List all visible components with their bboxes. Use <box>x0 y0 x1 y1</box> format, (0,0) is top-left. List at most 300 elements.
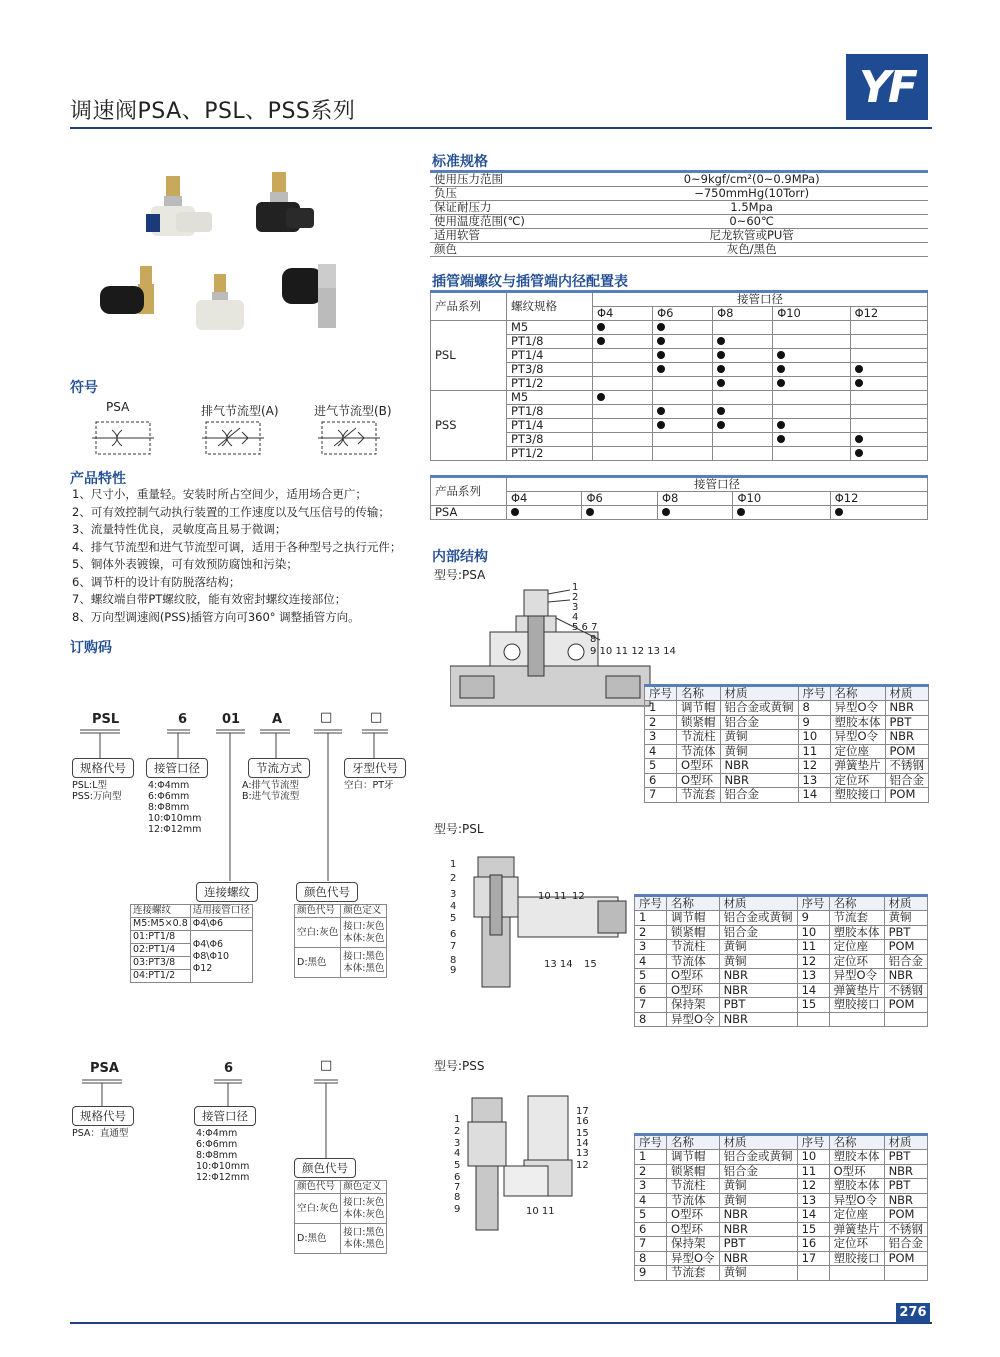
config-cell <box>653 433 713 447</box>
parts-cell: PBT <box>884 1150 928 1165</box>
parts-cell: 5 <box>635 1208 667 1223</box>
label-conn: 连接螺纹 <box>196 882 258 902</box>
parts-cell: POM <box>884 1208 928 1223</box>
config-head: 接管口径 <box>593 292 928 307</box>
parts-cell: 2 <box>635 1164 667 1179</box>
parts-cell: 定位环 <box>830 773 885 788</box>
parts-cell: 塑胶本体 <box>830 715 885 730</box>
feature-item: 1、尺寸小，重量轻。安装时所占空间少，适用场合更广； <box>72 487 367 501</box>
svg-text:1: 1 <box>454 1114 461 1125</box>
parts-cell: 节流体 <box>667 954 720 969</box>
config-cell <box>773 433 850 447</box>
parts-cell: NBR <box>719 1012 797 1027</box>
config-cell <box>713 433 773 447</box>
parts-cell: 调节帽 <box>677 701 721 716</box>
parts-cell: 不锈钢 <box>884 1222 928 1237</box>
config-cell <box>713 405 773 419</box>
parts-header: 材质 <box>719 1135 797 1150</box>
available-dot-icon <box>717 421 725 429</box>
config-cell <box>582 506 657 520</box>
config-table-psa <box>430 475 928 520</box>
config-cell <box>653 391 713 405</box>
config-cell <box>773 349 850 363</box>
available-dot-icon <box>597 337 605 345</box>
parts-cell: 锁紧帽 <box>677 715 721 730</box>
conn-cell: Φ4\Φ6 <box>190 918 252 931</box>
parts-cell: 11 <box>798 744 830 759</box>
parts-cell: 4 <box>635 1193 667 1208</box>
config-cell <box>713 391 773 405</box>
available-dot-icon <box>657 365 665 373</box>
config-cell <box>653 419 713 433</box>
spec-key: 颜色 <box>430 243 575 257</box>
svg-text:5: 5 <box>450 913 457 924</box>
parts-cell: 黄铜 <box>720 730 798 745</box>
code-thread-type: □ <box>370 710 383 725</box>
parts-cell: 1 <box>635 1150 667 1165</box>
parts-cell: 塑胶本体 <box>829 1179 884 1194</box>
config-series-psa: PSA <box>431 506 507 520</box>
parts-cell: 异型O令 <box>667 1012 720 1027</box>
psa-port-line: 6:Φ6mm <box>196 1139 238 1150</box>
parts-cell: 4 <box>635 954 667 969</box>
parts-cell: 2 <box>645 715 677 730</box>
psa-port-line: 10:Φ10mm <box>196 1161 250 1172</box>
parts-row <box>645 759 929 774</box>
footer-rule <box>70 1322 932 1324</box>
throttle-desc <box>242 780 299 802</box>
parts-cell: 11 <box>797 1164 829 1179</box>
config-thread: PT1/2 <box>507 377 593 391</box>
spec-value: 灰色/黑色 <box>575 243 928 257</box>
pss-model-label: 型号:PSS <box>434 1059 485 1073</box>
parts-cell: POM <box>885 744 929 759</box>
config-cell <box>593 377 653 391</box>
available-dot-icon <box>717 379 725 387</box>
feature-item: 5、铜体外表镀镍，可有效预防腐蚀和污染； <box>72 557 298 571</box>
config-cell <box>593 363 653 377</box>
available-dot-icon <box>777 379 785 387</box>
parts-cell: 10 <box>797 1150 829 1165</box>
parts-cell: 3 <box>635 940 667 955</box>
parts-cell: 黄铜 <box>719 954 797 969</box>
config-cell <box>850 321 927 335</box>
config-cell <box>713 377 773 391</box>
config-thread: PT1/4 <box>507 419 593 433</box>
svg-text:14: 14 <box>576 1138 589 1149</box>
svg-text:8: 8 <box>454 1192 461 1203</box>
parts-header: 名称 <box>667 1135 720 1150</box>
parts-row <box>635 1222 928 1237</box>
parts-cell: 铝合金 <box>719 1164 797 1179</box>
config-series-pss: PSS <box>431 391 507 461</box>
available-dot-icon <box>855 365 863 373</box>
parts-row <box>635 954 928 969</box>
parts-cell: 1 <box>635 911 667 926</box>
parts-cell: PBT <box>885 715 929 730</box>
parts-row <box>635 1164 928 1179</box>
svg-text:4: 4 <box>572 612 579 623</box>
parts-row <box>635 1179 928 1194</box>
config-cell <box>657 506 732 520</box>
svg-text:1: 1 <box>450 859 457 870</box>
svg-text:4: 4 <box>454 1148 461 1159</box>
parts-cell: 节流体 <box>667 1193 720 1208</box>
parts-header: 名称 <box>829 1135 884 1150</box>
svg-text:1: 1 <box>572 582 579 593</box>
color-cell: D:黑色 <box>295 1224 341 1254</box>
parts-cell: 3 <box>645 730 677 745</box>
spec-key: 负压 <box>430 187 575 201</box>
parts-cell: 8 <box>635 1251 667 1266</box>
psa-port-line: 12:Φ12mm <box>196 1172 250 1183</box>
config-cell <box>593 321 653 335</box>
features-heading: 产品特性 <box>70 471 126 487</box>
config-port-head: Φ12 <box>850 307 927 321</box>
parts-cell: 塑胶本体 <box>829 1150 884 1165</box>
config-cell <box>653 321 713 335</box>
parts-cell: 7 <box>635 1237 667 1252</box>
config-port-head: Φ8 <box>657 492 732 506</box>
conn-cell: M5:M5×0.8 <box>131 918 191 931</box>
conn-head: 适用接管口径 <box>190 905 252 918</box>
available-dot-icon <box>657 323 665 331</box>
parts-cell: 锁紧帽 <box>667 925 720 940</box>
config-cell <box>713 349 773 363</box>
config-thread: M5 <box>507 391 593 405</box>
config-thread: PT1/8 <box>507 335 593 349</box>
parts-cell: 异型O令 <box>829 1193 884 1208</box>
feature-item: 8、万向型调速阀(PSS)插管方向可360° 调整插管方向。 <box>72 609 360 624</box>
svg-text:2: 2 <box>454 1126 461 1137</box>
parts-cell: 6 <box>645 773 677 788</box>
parts-header: 材质 <box>719 896 797 911</box>
parts-cell: O型环 <box>667 1222 720 1237</box>
parts-cell <box>829 1266 884 1281</box>
throttle-desc-line: A:排气节流型 <box>242 780 300 791</box>
parts-cell <box>884 1012 928 1027</box>
svg-text:10 11: 10 11 <box>526 1206 555 1217</box>
parts-cell: 13 <box>797 969 829 984</box>
parts-cell: 调节帽 <box>667 911 720 926</box>
parts-cell: NBR <box>719 969 797 984</box>
parts-header: 名称 <box>667 896 720 911</box>
parts-cell: NBR <box>884 1164 928 1179</box>
parts-cell: 黄铜 <box>719 1179 797 1194</box>
parts-cell: 铝合金 <box>720 715 798 730</box>
parts-cell: 保持架 <box>667 998 720 1013</box>
available-dot-icon <box>835 508 843 516</box>
parts-cell: 调节帽 <box>667 1150 720 1165</box>
parts-cell: 黄铜 <box>719 1266 797 1281</box>
feature-item: 3、流量特性优良，灵敏度高且易于微调； <box>72 522 287 536</box>
parts-header: 材质 <box>884 1135 928 1150</box>
config-thread: M5 <box>507 321 593 335</box>
available-dot-icon <box>662 508 670 516</box>
config-thread: PT1/8 <box>507 405 593 419</box>
parts-cell: NBR <box>885 730 929 745</box>
parts-table-pss <box>634 1133 928 1281</box>
parts-cell: 塑胶接口 <box>829 1251 884 1266</box>
parts-cell: 不锈钢 <box>885 759 929 774</box>
parts-cell: 15 <box>797 998 829 1013</box>
parts-cell: PBT <box>884 925 928 940</box>
svg-text:15: 15 <box>584 959 597 970</box>
available-dot-icon <box>717 337 725 345</box>
symbol-heading: 符号 <box>70 380 98 396</box>
available-dot-icon <box>657 337 665 345</box>
parts-header: 名称 <box>830 686 885 701</box>
config-cell <box>773 405 850 419</box>
config-cell <box>830 506 927 520</box>
parts-cell: O型环 <box>667 983 720 998</box>
product-photos <box>96 168 346 348</box>
parts-table-psl <box>634 894 928 1027</box>
svg-text:10 11: 10 11 <box>538 891 567 902</box>
svg-text:7: 7 <box>450 941 457 952</box>
svg-text:3: 3 <box>572 602 579 613</box>
available-dot-icon <box>777 421 785 429</box>
available-dot-icon <box>855 435 863 443</box>
parts-cell: NBR <box>885 701 929 716</box>
config-cell <box>653 447 713 461</box>
available-dot-icon <box>597 393 605 401</box>
config-cell <box>850 433 927 447</box>
parts-cell: 铝合金 <box>720 788 798 803</box>
parts-cell: POM <box>885 788 929 803</box>
code-series: PSL <box>92 712 120 727</box>
config-cell <box>713 363 773 377</box>
config-cell <box>773 363 850 377</box>
parts-row <box>635 1012 928 1027</box>
color-head: 颜色定义 <box>341 905 387 918</box>
port-desc-line: 6:Φ6mm <box>148 791 190 802</box>
throttle-desc-line: B:进气节流型 <box>242 791 300 802</box>
conn-port-line: Φ12 <box>192 962 213 974</box>
parts-cell: 铝合金 <box>884 954 928 969</box>
feature-item: 2、可有效控制气动执行装置的工作速度以及气压信号的传输； <box>72 504 390 519</box>
symbol-exhaust-label: 排气节流型(A) <box>201 404 279 418</box>
parts-cell: 10 <box>797 925 829 940</box>
parts-header-row <box>645 686 929 701</box>
parts-table-psa <box>644 684 929 803</box>
available-dot-icon <box>586 508 594 516</box>
psa-label-spec: 规格代号 <box>72 1106 134 1126</box>
parts-cell <box>797 1012 829 1027</box>
svg-text:13 14: 13 14 <box>544 959 573 970</box>
parts-cell: 3 <box>635 1179 667 1194</box>
label-color: 颜色代号 <box>296 882 358 902</box>
svg-text:3: 3 <box>454 1138 461 1149</box>
label-throttle: 节流方式 <box>248 758 310 778</box>
available-dot-icon <box>597 323 605 331</box>
parts-cell: O型环 <box>829 1164 884 1179</box>
config-cell <box>773 321 850 335</box>
feature-item: 6、调节杆的设计有防脱落结构； <box>72 574 241 589</box>
parts-cell: POM <box>884 1251 928 1266</box>
color-cell: 接口:黑色 本体:黑色 <box>341 948 387 978</box>
parts-cell: 8 <box>635 1012 667 1027</box>
svg-text:9: 9 <box>450 965 457 976</box>
color-head: 颜色代号 <box>295 1181 341 1194</box>
parts-cell: 塑胶接口 <box>829 998 884 1013</box>
parts-header: 序号 <box>635 1135 667 1150</box>
available-dot-icon <box>717 351 725 359</box>
parts-cell: NBR <box>719 1208 797 1223</box>
psa-port-line: 8:Φ8mm <box>196 1150 238 1161</box>
available-dot-icon <box>511 508 519 516</box>
spec-key: 保证耐压力 <box>430 201 575 215</box>
svg-text:5 6 7: 5 6 7 <box>572 622 598 633</box>
config-cell <box>713 447 773 461</box>
parts-row <box>635 998 928 1013</box>
parts-cell: 弹簧垫片 <box>829 1222 884 1237</box>
config-cell <box>773 391 850 405</box>
parts-cell: 节流体 <box>677 744 721 759</box>
config-cell <box>593 433 653 447</box>
parts-cell: 6 <box>635 983 667 998</box>
svg-text:2: 2 <box>572 592 579 603</box>
port-desc-line: 4:Φ4mm <box>148 780 190 791</box>
parts-cell: O型环 <box>677 773 721 788</box>
parts-cell: PBT <box>719 1237 797 1252</box>
brand-logo: YF <box>846 54 928 120</box>
parts-cell: POM <box>884 998 928 1013</box>
color-cell: 接口:黑色 本体:黑色 <box>341 1224 387 1254</box>
parts-cell: 9 <box>797 911 829 926</box>
parts-cell: O型环 <box>667 1208 720 1223</box>
config-table-psl-pss <box>430 290 928 461</box>
label-port: 接管口径 <box>146 758 208 778</box>
config-cell <box>850 391 927 405</box>
label-thread-type: 牙型代号 <box>344 758 406 778</box>
config-row <box>431 321 928 335</box>
parts-cell: 保持架 <box>667 1237 720 1252</box>
config-head: 接管口径 <box>507 477 928 492</box>
available-dot-icon <box>855 449 863 457</box>
parts-row <box>635 1208 928 1223</box>
product-photo-illustration <box>96 168 346 348</box>
config-cell <box>850 363 927 377</box>
config-head: 螺纹规格 <box>507 292 593 321</box>
available-dot-icon <box>657 351 665 359</box>
available-dot-icon <box>657 421 665 429</box>
available-dot-icon <box>777 365 785 373</box>
conn-cell: 01:PT1/8 <box>131 931 191 944</box>
config-row <box>431 391 928 405</box>
parts-cell <box>884 1266 928 1281</box>
config-cell <box>593 447 653 461</box>
available-dot-icon <box>777 435 785 443</box>
code-throttle: A <box>272 712 283 727</box>
conn-cell: 02:PT1/4 <box>131 944 191 957</box>
parts-cell: 定位座 <box>830 744 885 759</box>
parts-cell: 节流套 <box>667 1266 720 1281</box>
parts-cell <box>829 1012 884 1027</box>
config-cell <box>653 363 713 377</box>
parts-cell: 弹簧垫片 <box>830 759 885 774</box>
psa-color-table <box>294 1180 387 1254</box>
parts-cell: NBR <box>720 759 798 774</box>
config-cell <box>773 335 850 349</box>
parts-cell: 7 <box>645 788 677 803</box>
available-dot-icon <box>657 407 665 415</box>
parts-cell: 4 <box>645 744 677 759</box>
svg-text:4: 4 <box>450 901 457 912</box>
conn-cell: 04:PT1/2 <box>131 970 191 983</box>
parts-cell: POM <box>884 940 928 955</box>
spec-key: 使用压力范围 <box>430 172 575 187</box>
parts-row <box>645 730 929 745</box>
config-port-head: Φ10 <box>733 492 830 506</box>
psa-port-line: 4:Φ4mm <box>196 1128 238 1139</box>
parts-cell: 异型O令 <box>829 969 884 984</box>
parts-cell: 黄铜 <box>719 940 797 955</box>
feature-item: 7、螺纹端自带PT螺纹胶，能有效密封螺纹连接部位； <box>72 592 347 606</box>
page-title: 调速阀PSA、PSL、PSS系列 <box>70 99 356 124</box>
svg-text:8: 8 <box>450 955 457 966</box>
config-cell <box>773 419 850 433</box>
symbol-intake-label: 进气节流型(B) <box>314 404 392 418</box>
color-code-table <box>294 904 387 978</box>
symbol-diagrams <box>92 418 392 458</box>
spec-value: 1.5Mpa <box>575 201 928 215</box>
parts-row <box>635 1237 928 1252</box>
color-head: 颜色定义 <box>341 1181 387 1194</box>
spec-desc <box>72 780 122 802</box>
svg-text:7: 7 <box>454 1182 461 1193</box>
config-cell <box>850 335 927 349</box>
parts-row <box>635 1193 928 1208</box>
parts-cell: 14 <box>798 788 830 803</box>
color-cell: D:黑色 <box>295 948 341 978</box>
port-desc-line: 12:Φ12mm <box>148 824 202 835</box>
conn-thread-table <box>130 904 253 983</box>
parts-cell: 异型O令 <box>667 1251 720 1266</box>
config-cell <box>713 321 773 335</box>
parts-cell: 黄铜 <box>720 744 798 759</box>
parts-cell: 铝合金或黄铜 <box>719 911 797 926</box>
config-thread: PT3/8 <box>507 363 593 377</box>
config-port-head: Φ4 <box>507 492 582 506</box>
available-dot-icon <box>855 379 863 387</box>
spec-desc-line: PSL:L型 <box>72 780 108 791</box>
config-port-head: Φ12 <box>830 492 927 506</box>
parts-cell: 11 <box>797 940 829 955</box>
config-port-head: Φ10 <box>773 307 850 321</box>
parts-row <box>635 969 928 984</box>
parts-header: 序号 <box>645 686 677 701</box>
config-thread: PT1/2 <box>507 447 593 461</box>
color-cell: 空白:灰色 <box>295 918 341 948</box>
parts-cell: 14 <box>797 983 829 998</box>
psa-label-color: 颜色代号 <box>294 1158 356 1178</box>
port-desc-line: 10:Φ10mm <box>148 813 202 824</box>
parts-cell: 节流套 <box>829 911 884 926</box>
parts-cell: NBR <box>884 1193 928 1208</box>
parts-header: 序号 <box>797 1135 829 1150</box>
parts-cell: 8 <box>798 701 830 716</box>
parts-cell: 黄铜 <box>719 1193 797 1208</box>
color-cell: 接口:灰色 本体:灰色 <box>341 918 387 948</box>
parts-cell: 16 <box>797 1237 829 1252</box>
parts-cell: 节流柱 <box>667 1179 720 1194</box>
config-cell <box>850 349 927 363</box>
parts-cell: 17 <box>797 1251 829 1266</box>
available-dot-icon <box>777 351 785 359</box>
parts-header: 材质 <box>884 896 928 911</box>
parts-row <box>635 940 928 955</box>
